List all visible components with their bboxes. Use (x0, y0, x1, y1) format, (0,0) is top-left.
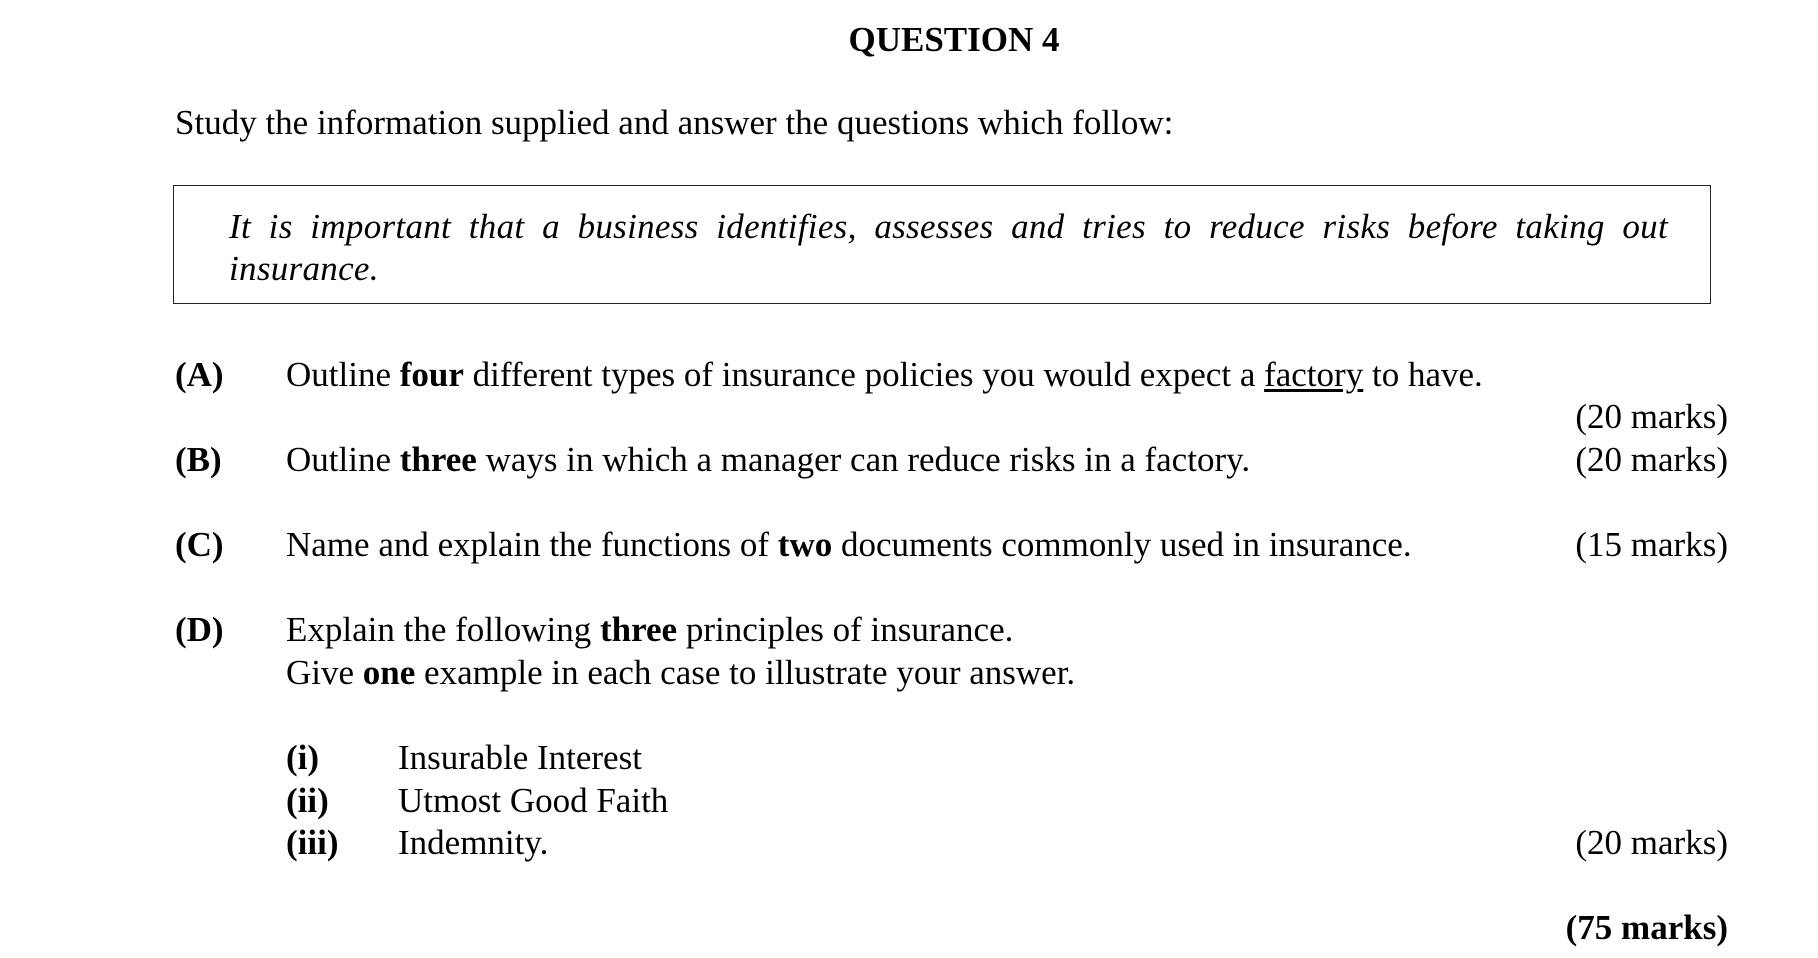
quote-text: It is important that a business identifies, assesses and tries to reduce risks before taking out insurance. (229, 207, 1668, 288)
sub-item-iii-text: Indemnity. (398, 823, 549, 862)
question-c-marks: (15 marks) (1575, 525, 1728, 564)
question-c-label: (C) (175, 525, 224, 564)
question-d-label: (D) (175, 610, 224, 649)
question-d-part: principles of insurance. (677, 610, 1014, 649)
question-title: QUESTION 4 (848, 20, 1060, 59)
question-d-part: Explain the following (286, 610, 600, 649)
sub-item-i-text: Insurable Interest (398, 738, 642, 777)
question-a-part: to have. (1363, 355, 1483, 394)
question-b-part: ways in which a manager can reduce risks in a factory. (476, 440, 1251, 479)
question-b-marks: (20 marks) (1575, 440, 1728, 479)
question-a-underlined: factory (1264, 355, 1364, 394)
question-c-emphasis: two (777, 525, 833, 564)
question-d-marks: (20 marks) (1575, 823, 1728, 862)
question-a-text (286, 357, 1483, 392)
intro-instruction: Study the information supplied and answer the questions which follow: (175, 103, 1174, 142)
question-a-label: (A) (175, 355, 224, 394)
question-a-marks: (20 marks) (1575, 397, 1728, 436)
question-d-emphasis: one (362, 653, 416, 692)
question-a-emphasis: four (399, 355, 464, 394)
question-b-label: (B) (175, 440, 222, 479)
question-b-text (286, 442, 1250, 477)
total-marks: (75 marks) (1565, 908, 1728, 947)
question-d-line-1 (286, 612, 1013, 647)
question-b-emphasis: three (399, 440, 477, 479)
question-c-part: Name and explain the functions of (286, 525, 778, 564)
sub-item-ii-label: (ii) (286, 781, 329, 820)
quote-box (173, 185, 1711, 304)
question-c-text (286, 527, 1412, 562)
sub-item-ii-text: Utmost Good Faith (398, 781, 669, 820)
question-b-part: Outline (286, 440, 400, 479)
question-a-part: different types of insurance policies you would expect a (463, 355, 1265, 394)
question-d-part: Give (286, 653, 363, 692)
question-d-emphasis: three (599, 610, 678, 649)
question-c-part: documents commonly used in insurance. (832, 525, 1412, 564)
question-a-part: Outline (286, 355, 400, 394)
sub-item-i-label: (i) (286, 738, 320, 777)
question-d-part: example in each case to illustrate your answer. (415, 653, 1076, 692)
question-d-line-2 (286, 655, 1075, 690)
sub-item-iii-label: (iii) (286, 823, 339, 862)
